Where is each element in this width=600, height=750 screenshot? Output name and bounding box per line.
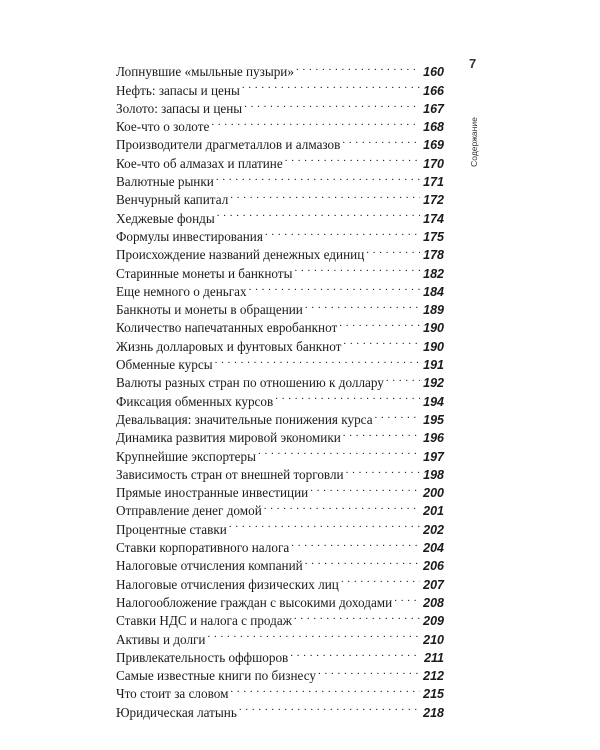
toc-entry-title: Зависимость стран от внешней торговли bbox=[116, 466, 344, 482]
toc-entry-page: 204 bbox=[423, 541, 444, 556]
toc-leader bbox=[296, 58, 420, 76]
toc-entry-title: Жизнь долларовых и фунтовых банкнот bbox=[116, 338, 342, 354]
toc-entry-title: Активы и долги bbox=[116, 631, 206, 647]
toc-entry-title: Банкноты и монеты в обращении bbox=[116, 302, 303, 318]
toc-entry-page: 218 bbox=[423, 705, 444, 720]
toc-entry-title: Юридическая латынь bbox=[116, 704, 237, 720]
toc-entry-page: 206 bbox=[423, 559, 444, 574]
toc-leader bbox=[275, 387, 420, 405]
toc-leader bbox=[366, 241, 420, 259]
toc-entry-page: 207 bbox=[423, 577, 444, 592]
toc-leader bbox=[265, 223, 420, 241]
toc-leader bbox=[394, 589, 420, 607]
toc-leader bbox=[343, 424, 420, 442]
toc-leader bbox=[310, 479, 420, 497]
toc-entry-title: Венчурный капитал bbox=[116, 192, 229, 208]
toc-entry-page: 160 bbox=[423, 65, 444, 80]
toc-leader bbox=[211, 113, 420, 131]
toc-entry-page: 202 bbox=[423, 522, 444, 537]
toc-leader bbox=[230, 186, 420, 204]
toc-entry-page: 215 bbox=[423, 687, 444, 702]
toc-leader bbox=[290, 644, 421, 662]
toc-entry-title: Количество напечатанных евробанкнот bbox=[116, 320, 338, 336]
toc-entry-title: Валюты разных стран по отношению к доллару bbox=[116, 375, 384, 391]
toc-entry-page: 184 bbox=[423, 284, 444, 299]
toc-entry-page: 211 bbox=[424, 650, 444, 665]
toc-entry-title: Хеджевые фонды bbox=[116, 210, 215, 226]
toc-entry-page: 196 bbox=[423, 431, 444, 446]
toc-entry-title: Динамика развития мировой экономики bbox=[116, 430, 341, 446]
toc-leader bbox=[386, 369, 420, 387]
toc-entry-page: 189 bbox=[423, 303, 444, 318]
toc-entry-title: Налогообложение граждан с высокими доходами bbox=[116, 594, 393, 610]
toc-entry-title: Отправление денег домой bbox=[116, 503, 262, 519]
toc-entry-page: 170 bbox=[423, 156, 444, 171]
toc-leader bbox=[342, 131, 420, 149]
toc-entry-title: Еще немного о деньгах bbox=[116, 283, 247, 299]
toc-leader bbox=[216, 168, 420, 186]
page-number: 7 bbox=[469, 56, 477, 71]
toc-entry-title: Происхождение названий денежных единиц bbox=[116, 247, 365, 263]
toc-leader bbox=[244, 95, 420, 113]
toc-entry-page: 197 bbox=[423, 449, 444, 464]
toc-entry-page: 190 bbox=[423, 321, 444, 336]
toc-entry-page: 166 bbox=[423, 83, 444, 98]
toc-leader bbox=[341, 570, 420, 588]
toc-entry-page: 200 bbox=[423, 486, 444, 501]
toc-entry-page: 198 bbox=[423, 467, 444, 482]
toc-entry-title: Девальвация: значительные понижения курса bbox=[116, 411, 373, 427]
running-head: Содержание bbox=[469, 117, 479, 167]
toc-entry-page: 167 bbox=[423, 101, 444, 116]
toc-leader bbox=[285, 149, 420, 167]
toc-entry-page: 191 bbox=[423, 358, 444, 373]
toc-leader bbox=[215, 351, 421, 369]
toc-leader bbox=[291, 534, 420, 552]
toc-entry-title: Валютные рынки bbox=[116, 174, 214, 190]
toc-leader bbox=[258, 442, 420, 460]
toc-leader bbox=[318, 662, 420, 680]
toc-entry-page: 172 bbox=[423, 193, 444, 208]
toc-leader bbox=[229, 515, 420, 533]
toc-entry-page: 190 bbox=[423, 339, 444, 354]
toc-entry-title: Формулы инвестирования bbox=[116, 228, 263, 244]
toc-entry-title: Налоговые отчисления физических лиц bbox=[116, 576, 339, 592]
toc-entry-page: 175 bbox=[423, 229, 444, 244]
toc-entry-title: Кое-что об алмазах и платине bbox=[116, 155, 283, 171]
toc-leader bbox=[230, 680, 420, 698]
toc-entry-page: 194 bbox=[423, 394, 444, 409]
toc-entry-page: 169 bbox=[423, 138, 444, 153]
toc-leader bbox=[375, 406, 421, 424]
toc-entry-page: 208 bbox=[423, 595, 444, 610]
toc-entry-page: 182 bbox=[423, 266, 444, 281]
toc-leader bbox=[305, 296, 420, 314]
toc-leader bbox=[343, 332, 420, 350]
toc-entry-title: Нефть: запасы и цены bbox=[116, 82, 240, 98]
toc-entry-title: Прямые иностранные инвестиции bbox=[116, 485, 309, 501]
toc-leader bbox=[249, 278, 421, 296]
table-of-contents bbox=[116, 58, 444, 720]
toc-leader bbox=[305, 552, 420, 570]
toc-leader bbox=[208, 625, 421, 643]
toc-leader bbox=[242, 76, 420, 94]
toc-entry-title: Старинные монеты и банкноты bbox=[116, 265, 293, 281]
toc-leader bbox=[339, 314, 420, 332]
toc-leader bbox=[294, 259, 420, 277]
toc-leader bbox=[264, 497, 420, 515]
toc-entry-title: Привлекательность оффшоров bbox=[116, 649, 289, 665]
toc-entry-page: 212 bbox=[423, 669, 444, 684]
toc-entry-title: Крупнейшие экспортеры bbox=[116, 448, 256, 464]
toc-leader bbox=[346, 461, 421, 479]
toc-entry-title: Лопнувшие «мыльные пузыри» bbox=[116, 64, 294, 80]
toc-entry-title: Самые известные книги по бизнесу bbox=[116, 668, 317, 684]
toc-entry-title: Производители драгметаллов и алмазов bbox=[116, 137, 341, 153]
toc-entry-page: 192 bbox=[423, 376, 444, 391]
toc-entry-page: 201 bbox=[423, 504, 444, 519]
toc-entry-title: Кое-что о золоте bbox=[116, 119, 210, 135]
toc-entry-title: Процентные ставки bbox=[116, 521, 227, 537]
toc-entry[interactable] bbox=[116, 58, 444, 80]
toc-leader bbox=[217, 204, 420, 222]
toc-entry-page: 195 bbox=[423, 412, 444, 427]
toc-entry-page: 174 bbox=[423, 211, 444, 226]
toc-entry-page: 171 bbox=[423, 175, 444, 190]
toc-entry-title: Фиксация обменных курсов bbox=[116, 393, 274, 409]
toc-leader bbox=[294, 607, 420, 625]
toc-entry-page: 168 bbox=[423, 120, 444, 135]
toc-entry-title: Что стоит за словом bbox=[116, 686, 229, 702]
toc-entry-title: Ставки корпоративного налога bbox=[116, 540, 290, 556]
toc-leader bbox=[239, 698, 420, 716]
toc-entry-title: Обменные курсы bbox=[116, 357, 213, 373]
toc-entry-page: 178 bbox=[423, 248, 444, 263]
toc-entry-title: Золото: запасы и цены bbox=[116, 100, 243, 116]
toc-entry-title: Ставки НДС и налога с продаж bbox=[116, 613, 292, 629]
toc-entry-page: 209 bbox=[423, 614, 444, 629]
toc-entry-title: Налоговые отчисления компаний bbox=[116, 558, 303, 574]
toc-entry-page: 210 bbox=[423, 632, 444, 647]
